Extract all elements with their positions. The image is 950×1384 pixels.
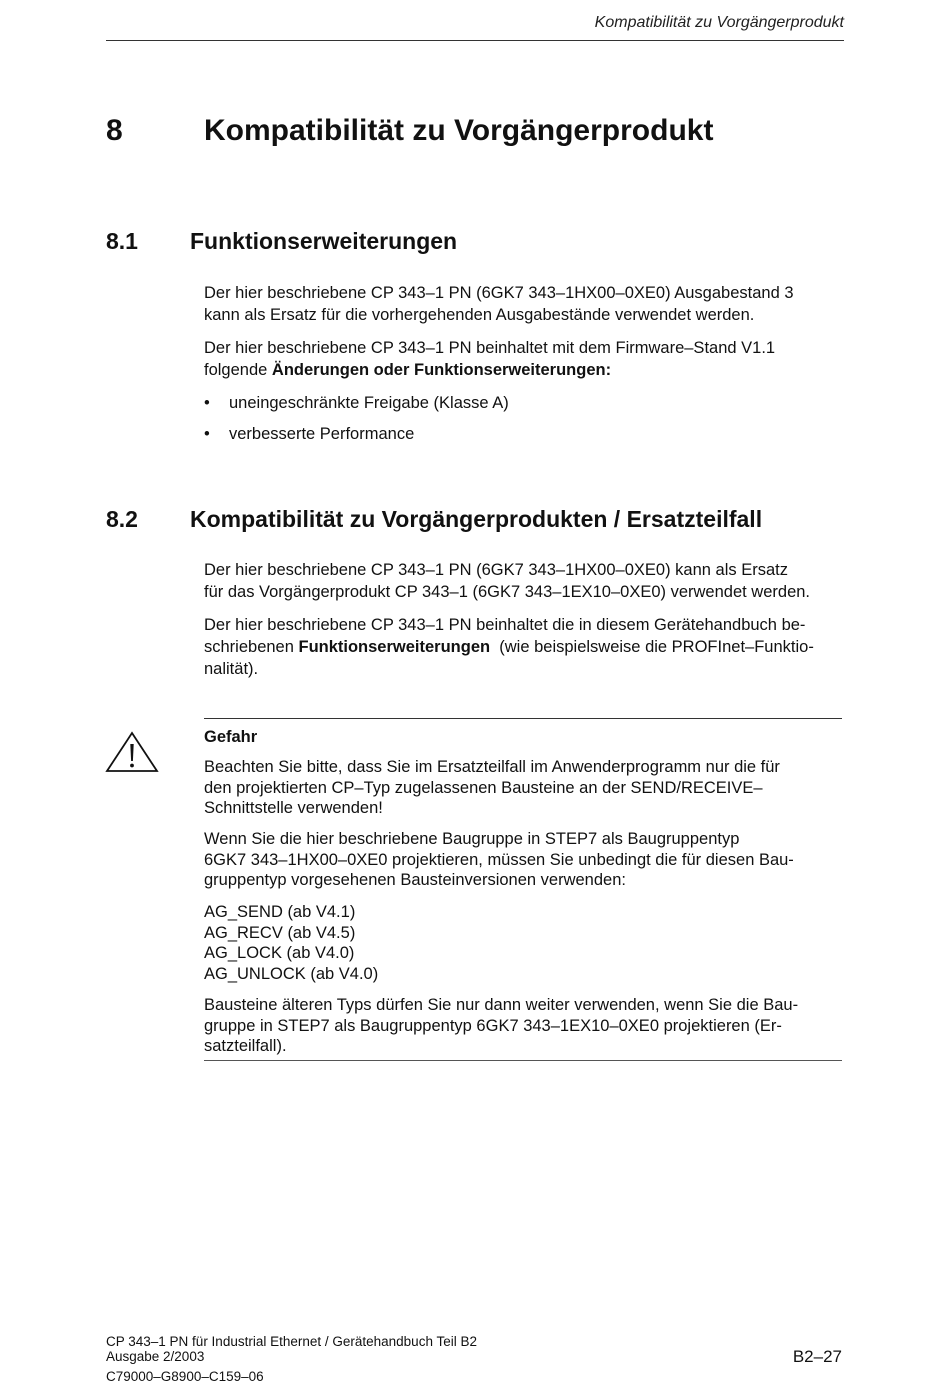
text-line: nalität). xyxy=(204,660,259,678)
section-number: 8.1 xyxy=(106,228,138,254)
text-run: folgende xyxy=(204,361,272,379)
header-divider xyxy=(106,40,844,41)
warning-triangle-icon xyxy=(104,730,160,779)
text-line: kann als Ersatz für die vorhergehenden Ausgabestände verwendet werden. xyxy=(204,306,755,324)
footer-edition: Ausgabe 2/2003 xyxy=(106,1349,205,1364)
section-title: Funktionserweiterungen xyxy=(190,228,458,254)
list-item-text: uneingeschränkte Freigabe (Klasse A) xyxy=(229,394,509,412)
block-version: AG_UNLOCK (ab V4.0) xyxy=(204,964,379,983)
chapter-title: Kompatibilität zu Vorgängerprodukt xyxy=(204,114,714,147)
text-line xyxy=(204,636,844,658)
warning-bottom-rule xyxy=(204,1060,842,1061)
footer-document-title: CP 343–1 PN für Industrial Ethernet / Gerätehandbuch Teil B2 xyxy=(106,1334,477,1349)
block-version: AG_RECV (ab V4.5) xyxy=(204,923,356,942)
text-line: 6GK7 343–1HX00–0XE0 projektieren, müssen Sie unbedingt die für diesen Bau- xyxy=(204,850,794,869)
block-version-list xyxy=(204,902,378,984)
running-header: Kompatibilität zu Vorgängerprodukt xyxy=(594,14,844,31)
text-line: Der hier beschriebene CP 343–1 PN (6GK7 343–1HX00–0XE0) Ausgabestand 3 xyxy=(204,284,794,302)
section2-paragraph-2 xyxy=(204,614,844,680)
warning-paragraph-2 xyxy=(204,829,794,891)
section-title: Kompatibilität zu Vorgängerprodukten / Ersatzteilfall xyxy=(190,506,763,532)
page-number: B2–27 xyxy=(792,1347,842,1366)
section1-paragraph-2 xyxy=(204,337,844,381)
text-line xyxy=(204,359,844,381)
warning-top-rule xyxy=(204,718,842,719)
bold-text: Änderungen oder Funktionserweiterungen: xyxy=(271,361,612,379)
text-line: Wenn Sie die hier beschriebene Baugruppe in STEP7 als Baugruppentyp xyxy=(204,830,740,848)
text-line: den projektierten CP–Typ zugelassenen Bausteine an der SEND/RECEIVE– xyxy=(204,778,763,797)
warning-paragraph-3 xyxy=(204,995,798,1057)
text-line: satzteilfall). xyxy=(204,1037,287,1055)
warning-paragraph-1 xyxy=(204,757,780,819)
text-line: für das Vorgängerprodukt CP 343–1 (6GK7 343–1EX10–0XE0) verwendet werden. xyxy=(204,583,811,601)
chapter-number: 8 xyxy=(106,114,123,147)
text-line: Der hier beschriebene CP 343–1 PN (6GK7 343–1HX00–0XE0) kann als Ersatz xyxy=(204,561,788,579)
footer-order-number: C79000–G8900–C159–06 xyxy=(106,1369,264,1384)
text-line: Der hier beschriebene CP 343–1 PN beinhaltet die in diesem Gerätehandbuch be- xyxy=(204,616,806,634)
text-line: gruppentyp vorgesehenen Bausteinversionen verwenden: xyxy=(204,871,626,889)
section2-paragraph-1 xyxy=(204,559,844,603)
bullet-icon: • xyxy=(204,394,210,412)
text-line: Der hier beschriebene CP 343–1 PN beinhaltet mit dem Firmware–Stand V1.1 xyxy=(204,339,776,357)
section-number: 8.2 xyxy=(106,506,138,532)
bullet-icon: • xyxy=(204,425,210,443)
block-version: AG_SEND (ab V4.1) xyxy=(204,903,356,921)
bold-text: Funktionserweiterungen xyxy=(298,638,491,656)
text-line: Schnittstelle verwenden! xyxy=(204,799,383,817)
text-run: (wie beispielsweise die PROFInet–Funktio- xyxy=(490,638,814,656)
warning-heading: Gefahr xyxy=(204,728,258,746)
block-version: AG_LOCK (ab V4.0) xyxy=(204,944,355,962)
text-line: Beachten Sie bitte, dass Sie im Ersatzteilfall im Anwenderprogramm nur die für xyxy=(204,758,780,776)
text-line: gruppe in STEP7 als Baugruppentyp 6GK7 343–1EX10–0XE0 projektieren (Er- xyxy=(204,1016,782,1035)
list-item-text: verbesserte Performance xyxy=(229,425,415,443)
text-line: Bausteine älteren Typs dürfen Sie nur dann weiter verwenden, wenn Sie die Bau- xyxy=(204,996,799,1014)
text-run: schriebenen xyxy=(204,638,299,656)
section1-paragraph-1 xyxy=(204,282,844,326)
